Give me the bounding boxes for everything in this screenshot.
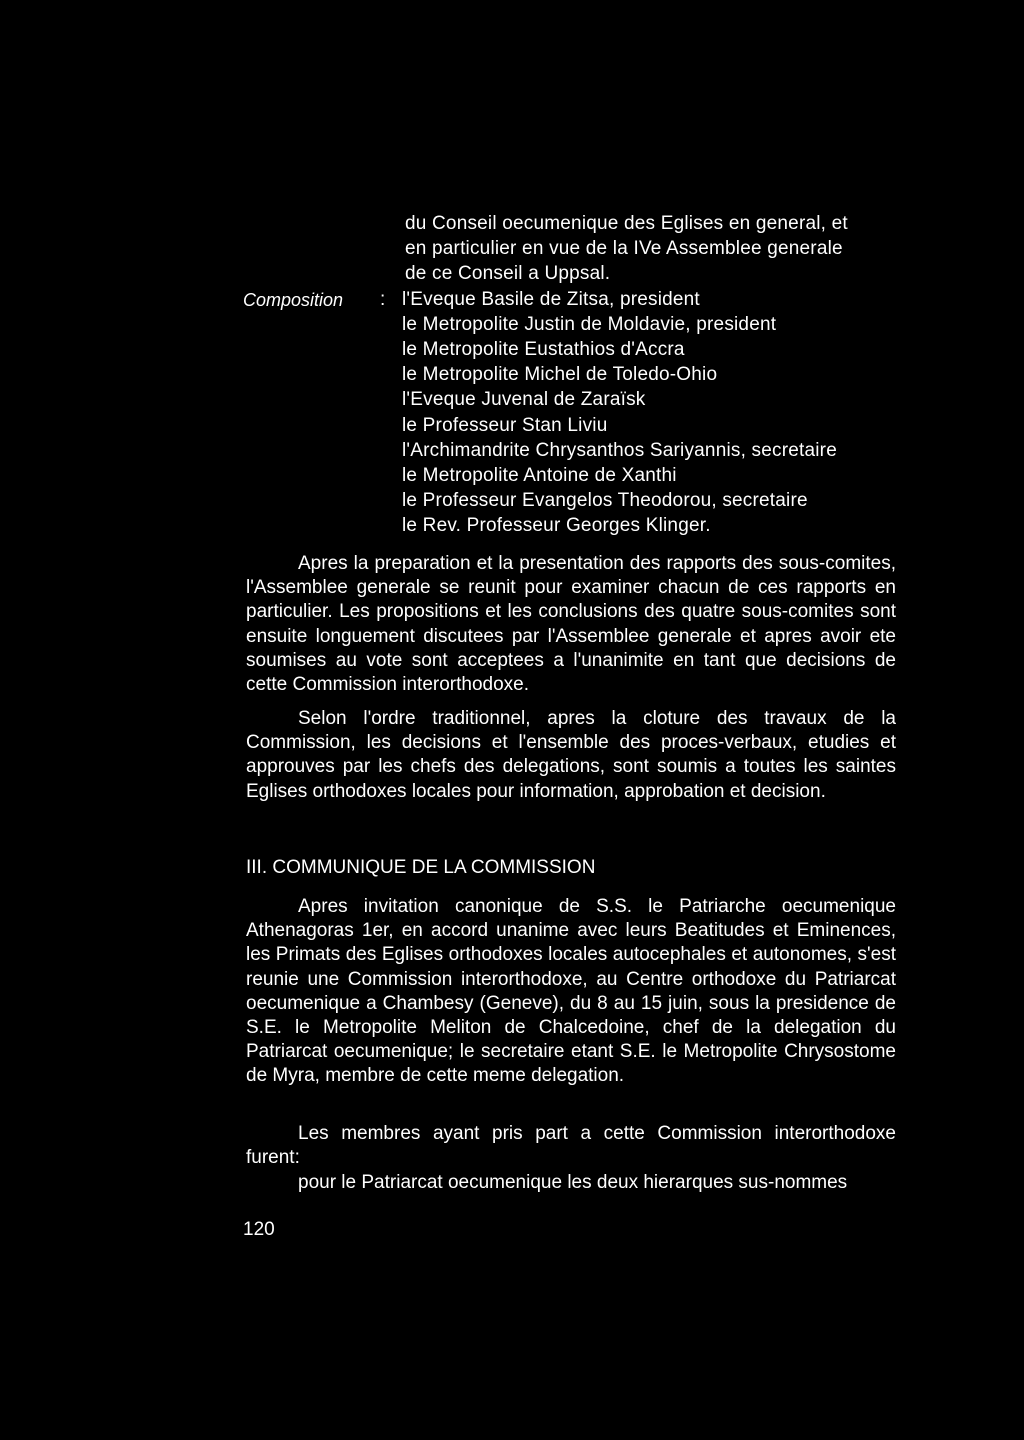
section-paragraph: Apres invitation canonique de S.S. le Patriarche oecumenique Athenagoras 1er, en accord unanime avec leurs Beatitudes et Eminences, les Primats des Eglises orthodoxes locales autocephales et autonomes, s'est reunie une Commission interorthodoxe, au Centre orthodoxe du Patriarcat oecumenique a Chambesy (Geneve), du 8 au 15 juin, sous la presidence de S.E. le Metropolite Meliton de Chalcedoine, chef de la delegation du Patriarcat oecumenique; le secretaire etant S.E. le Metropolite Chrysostome de Myra, membre de cette meme delegation. [246, 896, 896, 1087]
section-paragraph: Les membres ayant pris part a cette Commission interorthodoxe furent: [246, 1123, 896, 1169]
body-paragraph: Apres la preparation et la presentation des rapports des sous-comites, l'Assemblee generale se reunit pour examiner chacun de ces rapports en particulier. Les propositions et les conclusions des quatre sous-comites sont ensuite longuement discutees par l'Assemblee generale et apres avoir ete soumises au vote sont acceptees a l'unanimite en tant que decisions de cette Commission interorthodoxe. [246, 553, 896, 696]
member-line: l'Archimandrite Chrysanthos Sariyannis, secretaire [402, 440, 837, 461]
member-line: le Metropolite Michel de Toledo-Ohio [402, 364, 718, 385]
page-number: 120 [243, 1219, 275, 1240]
member-line: le Metropolite Antoine de Xanthi [402, 465, 677, 486]
intro-line: de ce Conseil a Uppsal. [405, 263, 611, 284]
member-line: l'Eveque Juvenal de Zaraïsk [402, 389, 646, 410]
section-paragraph: pour le Patriarcat oecumenique les deux hierarques sus-nommes [298, 1172, 848, 1193]
member-line: le Professeur Stan Liviu [402, 415, 608, 436]
intro-line: en particulier en vue de la IVe Assemblee generale [405, 238, 843, 259]
member-line: le Metropolite Justin de Moldavie, president [402, 314, 777, 335]
body-paragraph: Selon l'ordre traditionnel, apres la cloture des travaux de la Commission, les decisions et l'ensemble des proces-verbaux, etudies et approuves par les chefs des delegations, sont soumis a toutes les saintes Eglises orthodoxes locales pour information, approbation et decision. [246, 708, 896, 802]
composition-label: Composition [243, 290, 344, 310]
member-line: le Metropolite Eustathios d'Accra [402, 339, 685, 360]
composition-colon: : [380, 289, 386, 310]
member-line: le Professeur Evangelos Theodorou, secretaire [402, 490, 808, 511]
member-line: le Rev. Professeur Georges Klinger. [402, 515, 711, 536]
member-line: l'Eveque Basile de Zitsa, president [402, 289, 700, 310]
intro-line: du Conseil oecumenique des Eglises en general, et [405, 213, 848, 234]
section-heading: III. COMMUNIQUE DE LA COMMISSION [246, 857, 596, 878]
